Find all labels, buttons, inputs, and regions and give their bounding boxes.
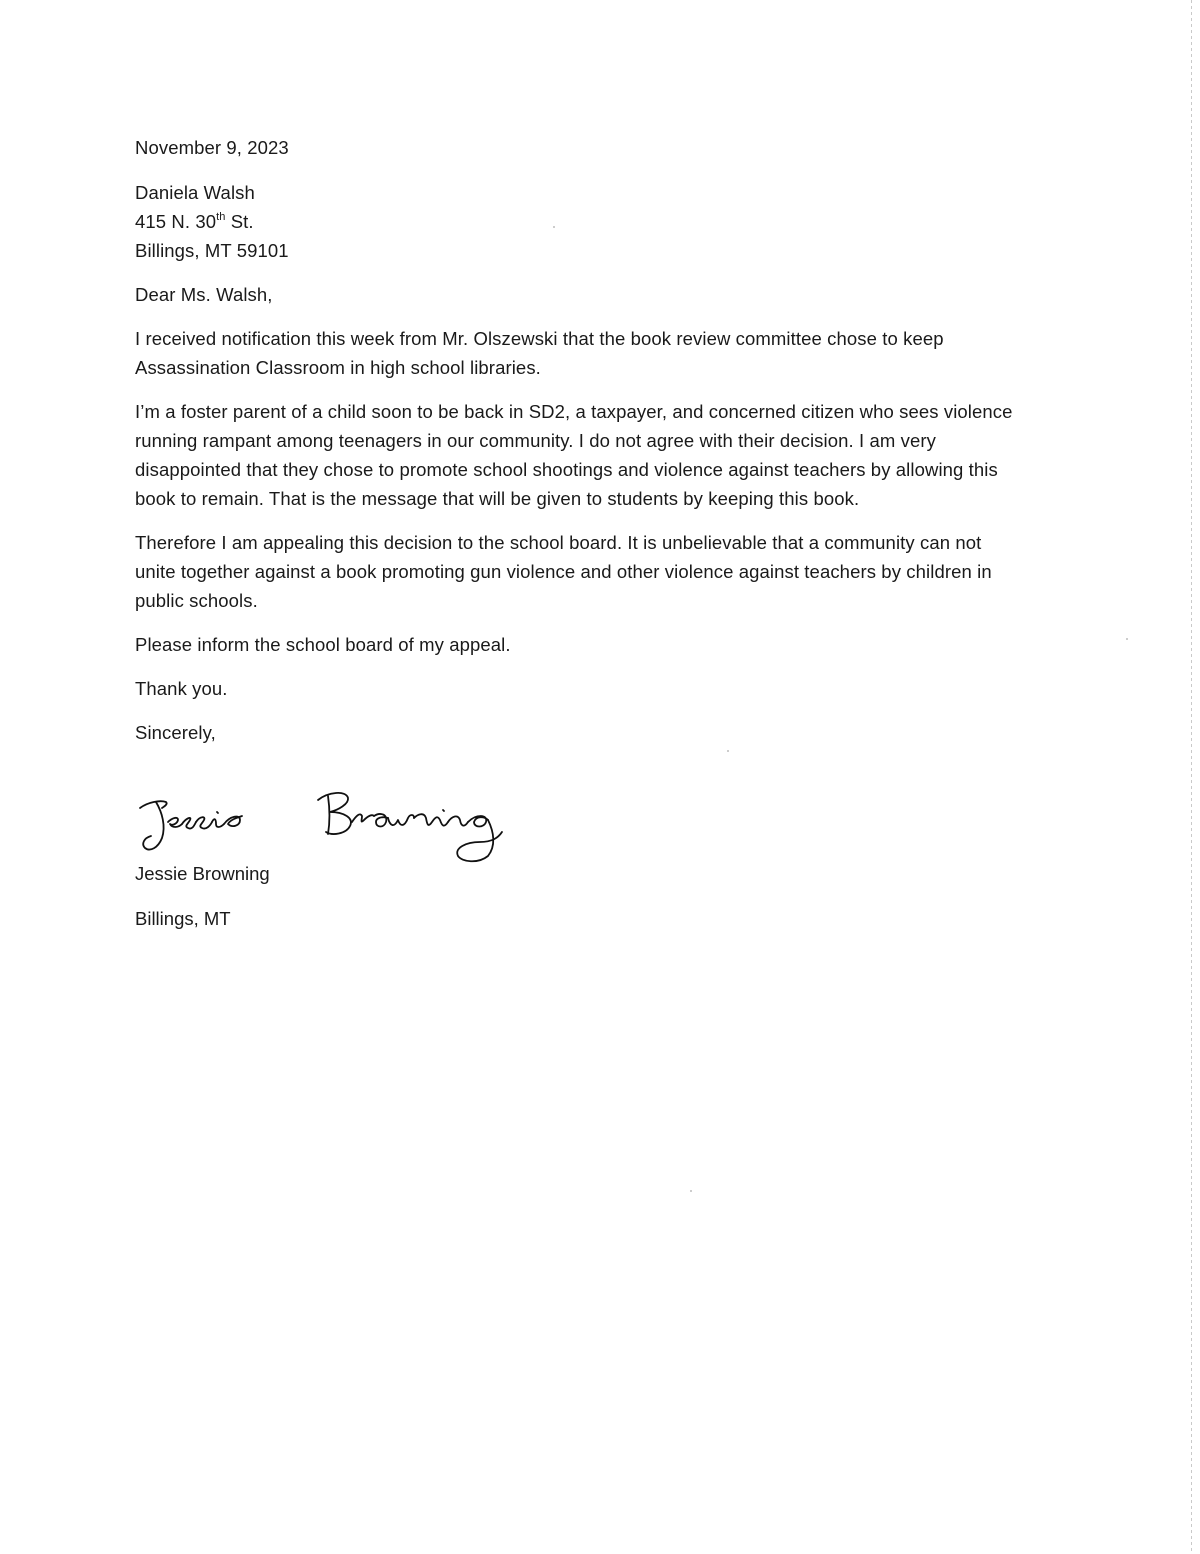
street-number: 415 N. 30 — [135, 211, 217, 232]
street-ordinal-suffix: th — [216, 211, 226, 223]
recipient-city: Billings, MT 59101 — [135, 240, 289, 261]
paragraph-request: Please inform the school board of my appeal. — [135, 634, 511, 655]
paragraph-concern — [135, 397, 1055, 513]
paragraph-appeal — [135, 528, 1055, 615]
paragraph-line: book to remain. That is the message that will be given to students by keeping this book. — [135, 488, 860, 509]
recipient-name: Daniela Walsh — [135, 182, 255, 203]
closing-line: Sincerely, — [135, 722, 216, 743]
signer-city: Billings, MT — [135, 908, 231, 929]
handwritten-signature — [132, 782, 552, 868]
scan-speck — [553, 226, 555, 228]
letter-date: November 9, 2023 — [135, 137, 289, 158]
paragraph-line: Therefore I am appealing this decision to the school board. It is unbelievable that a community can not — [135, 532, 982, 553]
paragraph-notification — [135, 324, 1055, 382]
paragraph-line: running rampant among teenagers in our community. I do not agree with their decision. I am very — [135, 430, 936, 451]
paragraph-line: I received notification this week from Mr. Olszewski that the book review committee chose to keep — [135, 328, 944, 349]
paragraph-line: disappointed that they chose to promote school shootings and violence against teachers by allowing this — [135, 459, 998, 480]
street-type: St. — [225, 211, 254, 232]
paragraph-line: unite together against a book promoting gun violence and other violence against teachers by children in — [135, 561, 992, 582]
paragraph-line: Assassination Classroom in high school libraries. — [135, 357, 541, 378]
recipient-address — [135, 178, 1055, 265]
signer-name: Jessie Browning — [135, 863, 270, 884]
letter-body — [135, 133, 1055, 762]
paragraph-line: I’m a foster parent of a child soon to be back in SD2, a taxpayer, and concerned citizen who sees violence — [135, 401, 1013, 422]
scan-speck — [690, 1190, 692, 1192]
scan-speck — [1126, 638, 1128, 640]
salutation: Dear Ms. Walsh, — [135, 284, 273, 305]
scan-speck — [727, 750, 729, 752]
scan-page-edge — [1191, 0, 1192, 1554]
recipient-street — [135, 207, 1055, 236]
paragraph-line: public schools. — [135, 590, 258, 611]
thanks-line: Thank you. — [135, 678, 228, 699]
